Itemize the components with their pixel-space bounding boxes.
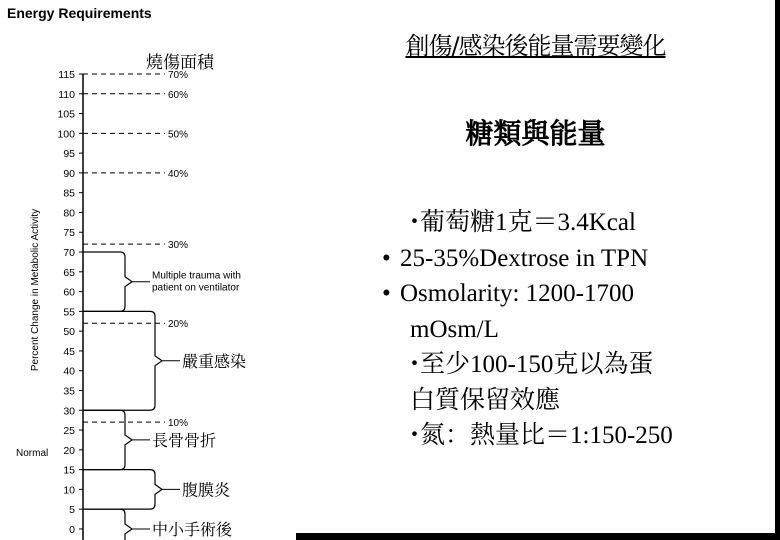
tick-label: 45 (63, 345, 75, 358)
tick-label: 50 (63, 326, 75, 339)
condition-label: 中小手術後 (152, 519, 233, 539)
tick-label: 55 (63, 306, 75, 319)
axis (54, 69, 83, 540)
bullet-dot: • (382, 280, 391, 307)
tick-label: 25 (63, 425, 75, 438)
bullet-line (382, 276, 772, 312)
tick-label: 110 (58, 88, 75, 101)
tick-label: 15 (63, 464, 75, 477)
condition-label: Multiple trauma with (152, 270, 241, 282)
bullet-text: 25-35%Dextrose in TPN (400, 244, 649, 272)
bullet-dot: • (382, 244, 391, 272)
bullet-dot: ・ (402, 209, 428, 236)
bullet-line (382, 205, 772, 241)
tick-label: 95 (63, 148, 75, 161)
condition-bracket (83, 311, 162, 410)
tick-label: 105 (57, 108, 75, 121)
tick-label: 70 (63, 247, 75, 260)
condition-label: 長骨骨折 (152, 430, 217, 450)
bullet-text: mOsm/L (410, 315, 499, 343)
bullet-text: 氮：熱量比＝1:150-250 (420, 422, 673, 449)
condition-bracket (83, 252, 132, 311)
tick-label: 60 (63, 286, 75, 299)
bullet-dot: ・ (402, 351, 428, 378)
energy-diagram (0, 0, 296, 540)
condition-bracket (83, 410, 132, 469)
burn-label: 30% (168, 240, 189, 252)
tick-label: 5 (69, 504, 75, 517)
tick-label: 85 (63, 187, 75, 200)
burn-label: 10% (168, 418, 189, 430)
y-axis-label: Percent Change in Metabolic Activity (30, 208, 41, 372)
tick-label: 30 (63, 405, 75, 418)
burn-label: 60% (168, 89, 189, 101)
slide-title: 創傷/感染後能量需要變化 (405, 32, 666, 60)
burn-label: 70% (168, 70, 189, 81)
tick-label: 20 (63, 444, 75, 457)
condition-label: 腹膜炎 (182, 480, 231, 500)
bullet-dot: ・ (402, 422, 428, 449)
tick-label: 65 (63, 266, 75, 279)
burn-label: 50% (168, 129, 189, 141)
conditions (83, 252, 246, 540)
burn-label: 20% (168, 319, 189, 331)
bullet-text: Osmolarity: 1200-1700 (400, 280, 635, 307)
figure-title: Energy Requirements (7, 5, 152, 21)
tick-label: 40 (63, 365, 75, 378)
bullet-list (382, 205, 772, 454)
energy-figure-panel (0, 0, 296, 540)
tick-label: 0 (69, 523, 75, 536)
burn-header: 燒傷面積 (146, 53, 214, 73)
normal-label: Normal (16, 448, 49, 459)
condition-label: 嚴重感染 (182, 351, 247, 371)
burn-label: 40% (168, 168, 189, 180)
burn-markers (83, 70, 188, 429)
bullet-line (382, 383, 772, 419)
condition-label-2: patient on ventilator (152, 282, 240, 294)
bullet-line (382, 418, 772, 454)
tick-label: 115 (58, 69, 75, 81)
tick-label: 35 (63, 385, 75, 398)
tick-label: 100 (57, 128, 75, 141)
bullet-line (382, 347, 772, 383)
condition-bracket (83, 509, 132, 540)
bullet-line (382, 312, 772, 348)
tick-label: 90 (63, 167, 75, 180)
bullet-line (382, 241, 772, 277)
slide-subtitle: 糖類與能量 (465, 117, 606, 150)
tick-label: 80 (63, 207, 75, 220)
tick-label: 75 (63, 227, 75, 240)
condition-bracket (83, 470, 162, 510)
tick-label: 10 (63, 484, 75, 497)
bullet-text: 至少100-150克以為蛋 (420, 351, 654, 378)
bullet-text: 葡萄糖1克＝3.4Kcal (420, 209, 636, 236)
bullet-text: 白質保留效應 (410, 386, 561, 414)
